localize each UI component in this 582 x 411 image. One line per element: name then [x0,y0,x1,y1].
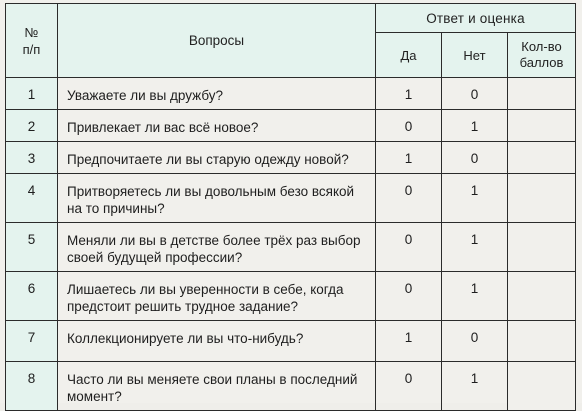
header-yes: Да [376,33,442,78]
header-score [508,33,576,78]
header-no: Нет [442,33,508,78]
score-cell [508,109,576,141]
score-cell [508,141,576,173]
header-number [6,4,58,78]
row-number: 4 [6,173,58,222]
table-row [6,173,576,222]
table-row [6,78,576,110]
score-cell [508,173,576,222]
header-score-line1: Кол-во [521,39,562,54]
yes-value: 1 [376,141,442,173]
question-text: Часто ли вы меняете свои планы в последний момент? [58,361,376,410]
yes-value: 1 [376,78,442,110]
row-number: 6 [6,271,58,320]
row-number: 3 [6,141,58,173]
no-value: 1 [442,173,508,222]
no-value: 1 [442,271,508,320]
yes-value: 0 [376,109,442,141]
yes-value: 0 [376,361,442,410]
row-number: 8 [6,361,58,410]
yes-value: 0 [376,271,442,320]
no-value: 0 [442,78,508,110]
row-number: 5 [6,222,58,271]
survey-table [5,3,576,411]
question-text: Коллекционируете ли вы что-нибудь? [58,320,376,361]
header-answer-and-score: Ответ и оценка [376,4,576,33]
header-score-line2: баллов [519,55,564,70]
table-row [6,109,576,141]
row-number: 2 [6,109,58,141]
question-text: Привлекает ли вас всё новое? [58,109,376,141]
table-row [6,271,576,320]
table-row [6,141,576,173]
question-text: Предпочитаете ли вы старую одежду новой? [58,141,376,173]
table-row [6,320,576,361]
yes-value: 0 [376,222,442,271]
question-text: Меняли ли вы в детстве более трёх раз выбор своей будущей профессии? [58,222,376,271]
no-value: 0 [442,141,508,173]
row-number: 7 [6,320,58,361]
question-text: Уважаете ли вы дружбу? [58,78,376,110]
question-text: Притворяетесь ли вы довольным безо всякой на то причины? [58,173,376,222]
question-text: Лишаетесь ли вы уверенности в себе, когда предстоит решить трудное задание? [58,271,376,320]
no-value: 0 [442,320,508,361]
score-cell [508,222,576,271]
yes-value: 0 [376,173,442,222]
header-questions: Вопросы [58,4,376,78]
no-value: 1 [442,109,508,141]
no-value: 1 [442,361,508,410]
yes-value: 1 [376,320,442,361]
header-number-line2: п/п [22,41,41,57]
table-header [6,4,576,78]
no-value: 1 [442,222,508,271]
score-cell [508,320,576,361]
row-number: 1 [6,78,58,110]
score-cell [508,78,576,110]
score-cell [508,271,576,320]
table-row [6,222,576,271]
header-number-line1: № [24,24,39,40]
table-body [6,78,576,411]
